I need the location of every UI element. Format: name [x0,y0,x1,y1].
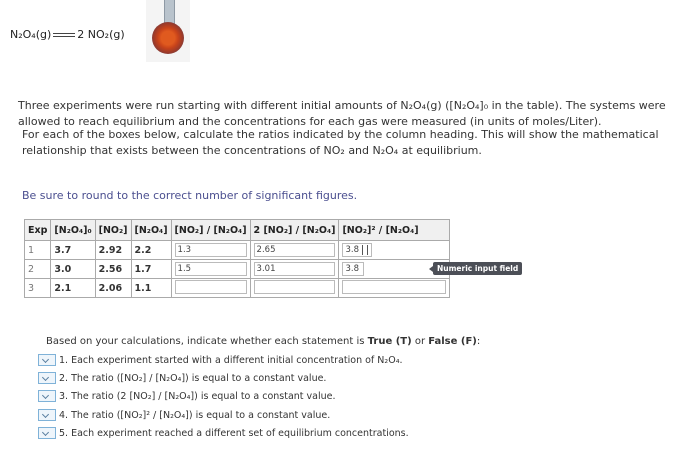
tf-select-4[interactable] [38,409,56,421]
statement-text: 4. The ratio ([NO₂]² / [N₂O₄]) is equal to a constant value. [59,409,331,421]
tf-false-label: False (F) [428,336,477,347]
ratio2-input[interactable] [254,280,336,294]
statement-text: 5. Each experiment reached a different set of equilibrium concentrations. [59,427,409,439]
tf-prompt-text: Based on your calculations, indicate whether each statement is [46,336,368,347]
tf-prompt [46,336,480,347]
ratio2-input[interactable]: 3.01 [254,262,336,276]
exp-cell: 3 [25,279,51,298]
ratio1-input[interactable]: 1.5 [175,262,247,276]
col-header: [NO₂] [95,220,131,241]
init-cell: 2.1 [51,279,95,298]
reaction-equation [10,28,125,41]
ratio2-input[interactable]: 2.65 [254,243,336,257]
tf-or-text: or [411,336,429,347]
tf-true-label: True (T) [367,336,412,347]
n2o4-cell: 1.7 [131,260,171,279]
table-header-row [25,220,450,241]
text-cursor-icon [362,245,368,255]
table-row [25,241,450,260]
statement-text: 1. Each experiment started with a different initial concentration of N₂O₄. [59,354,403,366]
ratio3-input[interactable] [342,243,372,257]
init-cell: 3.0 [51,260,95,279]
sigfig-note: Be sure to round to the correct number of significant figures. [22,189,358,202]
statement-text: 2. The ratio ([NO₂] / [N₂O₄]) is equal to a constant value. [59,372,327,384]
no2-cell: 2.92 [95,241,131,260]
ratio1-input[interactable]: 1.3 [175,243,247,257]
col-header: [N₂O₄]₀ [51,220,95,241]
ratio3-input[interactable] [342,280,446,294]
exp-cell: 2 [25,260,51,279]
statement-text: 3. The ratio (2 [NO₂] / [N₂O₄]) is equal to a constant value. [59,390,336,402]
tf-select-5[interactable] [38,427,56,439]
init-cell: 3.7 [51,241,95,260]
col-header: [NO₂]² / [N₂O₄] [339,220,450,241]
ratio3-input[interactable]: 3.8 [342,262,364,276]
col-header: [N₂O₄] [131,220,171,241]
tf-select-2[interactable] [38,372,56,384]
ratio3-value: 3.8 [345,245,359,255]
equilibrium-arrow-icon [53,31,75,39]
table-row [25,279,450,298]
reactant-label: N₂O₄(g) [10,28,52,41]
statement-3 [38,390,336,402]
product-label: 2 NO₂(g) [77,28,125,41]
input-tooltip: Numeric input field [433,262,522,275]
statement-2 [38,372,326,384]
ratio1-input[interactable] [175,280,247,294]
col-header: Exp [25,220,51,241]
statement-1 [38,354,403,366]
tf-colon: : [476,336,481,347]
tf-select-1[interactable] [38,354,56,366]
n2o4-cell: 2.2 [131,241,171,260]
tf-select-3[interactable] [38,390,56,402]
no2-cell: 2.56 [95,260,131,279]
col-header: [NO₂] / [N₂O₄] [171,220,250,241]
exp-cell: 1 [25,241,51,260]
no2-cell: 2.06 [95,279,131,298]
col-header: 2 [NO₂] / [N₂O₄] [250,220,339,241]
n2o4-cell: 1.1 [131,279,171,298]
flask-bulb [152,22,184,54]
table-row [25,260,450,279]
flask-image [146,0,190,62]
data-table [24,219,450,298]
instructions-text: For each of the boxes below, calculate the ratios indicated by the column heading. This will show the mathematical relationship that exists between the concentrations of NO₂ and N₂O₄ at equilibrium. [22,128,659,157]
statement-5 [38,427,409,439]
statement-4 [38,409,330,421]
intro-text: Three experiments were run starting with different initial amounts of N₂O₄(g) ([N₂O₄]₀ in the table). The systems were allowed to reach equilibrium and the concentrations for each gas were measured (in units of moles/Liter). [18,99,666,128]
